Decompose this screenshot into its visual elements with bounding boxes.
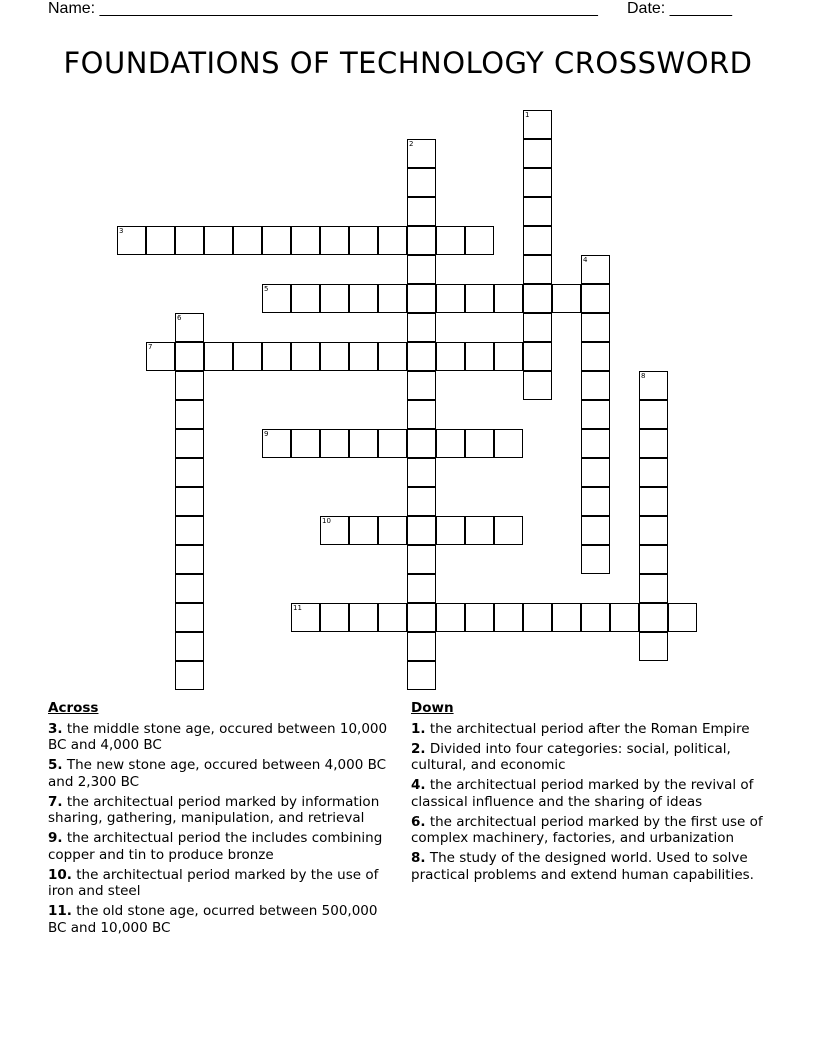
grid-cell[interactable] <box>407 342 436 371</box>
clue-text: the old stone age, ocurred between 500,000 BC and 10,000 BC <box>48 903 378 936</box>
down-clue-list <box>411 721 771 884</box>
clue-number: 4. <box>411 777 426 793</box>
grid-cell[interactable] <box>639 429 668 458</box>
grid-cell[interactable] <box>639 603 668 632</box>
grid-cell[interactable] <box>407 197 436 226</box>
grid-cell[interactable] <box>407 313 436 342</box>
grid-cell[interactable] <box>407 429 436 458</box>
cell-number: 9 <box>264 430 269 438</box>
cell-number: 10 <box>322 517 331 525</box>
clue-text: the architectual period marked by the use of iron and steel <box>48 866 379 899</box>
grid-cell[interactable] <box>407 516 436 545</box>
grid-cell[interactable] <box>175 574 204 603</box>
across-clue <box>48 721 400 754</box>
clue-number: 10. <box>48 866 72 883</box>
grid-cell[interactable] <box>320 429 349 458</box>
across-clue <box>48 830 400 863</box>
clue-number: 5. <box>48 757 63 773</box>
name-field: Name: ________________________________________________________ <box>48 0 598 17</box>
grid-cell[interactable] <box>465 429 494 458</box>
grid-cell[interactable] <box>291 226 320 255</box>
grid-cell[interactable] <box>639 400 668 429</box>
grid-cell[interactable] <box>494 516 523 545</box>
cell-number: 7 <box>148 343 153 351</box>
grid-cell[interactable] <box>175 458 204 487</box>
grid-cell[interactable] <box>465 342 494 371</box>
clue-number: 8. <box>411 850 426 866</box>
grid-cell[interactable] <box>320 342 349 371</box>
grid-cell[interactable] <box>494 342 523 371</box>
grid-cell[interactable] <box>407 603 436 632</box>
grid-cell[interactable] <box>407 574 436 603</box>
down-clue <box>411 850 771 883</box>
grid-cell[interactable] <box>378 284 407 313</box>
grid-cell[interactable] <box>552 603 581 632</box>
grid-cell[interactable] <box>436 429 465 458</box>
grid-cell[interactable] <box>262 226 291 255</box>
clue-number: 7. <box>48 793 63 810</box>
cell-number: 4 <box>583 256 588 264</box>
grid-cell[interactable] <box>581 255 610 284</box>
grid-cell[interactable] <box>523 197 552 226</box>
cell-number: 1 <box>525 111 530 119</box>
grid-cell[interactable] <box>581 487 610 516</box>
grid-cell[interactable] <box>523 603 552 632</box>
down-clue <box>411 777 771 810</box>
grid-cell[interactable] <box>581 545 610 574</box>
cell-number: 6 <box>177 314 182 322</box>
grid-cell[interactable] <box>639 545 668 574</box>
grid-cell[interactable] <box>175 342 204 371</box>
clue-text: the middle stone age, occured between 10,000 BC and 4,000 BC <box>48 720 388 753</box>
grid-cell[interactable] <box>407 487 436 516</box>
grid-cell[interactable] <box>262 284 291 313</box>
clue-text: The study of the designed world. Used to solve practical problems and extend human capabilities. <box>411 850 754 883</box>
grid-cell[interactable] <box>407 168 436 197</box>
clue-text: The new stone age, occured between 4,000 BC and 2,300 BC <box>48 757 387 790</box>
down-clue <box>411 721 771 738</box>
grid-cell[interactable] <box>378 342 407 371</box>
clue-number: 11. <box>48 903 72 919</box>
grid-cell[interactable] <box>378 516 407 545</box>
grid-cell[interactable] <box>349 226 378 255</box>
grid-cell[interactable] <box>175 661 204 690</box>
grid-cell[interactable] <box>581 313 610 342</box>
clue-number: 3. <box>48 720 63 737</box>
across-clue <box>48 757 400 790</box>
grid-cell[interactable] <box>436 603 465 632</box>
grid-cell[interactable] <box>320 226 349 255</box>
clue-text: the architectual period marked by the revival of classical influence and the sharing of ideas <box>411 777 754 810</box>
date-field: Date: _______ <box>627 0 732 17</box>
across-clue <box>48 794 400 827</box>
clue-text: the architectual period marked by the first use of complex machinery, factories, and urbanization <box>411 813 763 846</box>
grid-cell[interactable] <box>552 284 581 313</box>
cell-number: 3 <box>119 227 124 235</box>
grid-cell[interactable] <box>523 255 552 284</box>
grid-cell[interactable] <box>204 226 233 255</box>
grid-cell[interactable] <box>465 226 494 255</box>
grid-cell[interactable] <box>494 284 523 313</box>
grid-cell[interactable] <box>175 226 204 255</box>
grid-cell[interactable] <box>349 516 378 545</box>
grid-cell[interactable] <box>291 429 320 458</box>
grid-cell[interactable] <box>407 139 436 168</box>
grid-cell[interactable] <box>523 284 552 313</box>
clue-text: Divided into four categories: social, political, cultural, and economic <box>411 740 731 773</box>
grid-cell[interactable] <box>523 168 552 197</box>
grid-cell[interactable] <box>233 342 262 371</box>
grid-cell[interactable] <box>320 516 349 545</box>
grid-cell[interactable] <box>581 342 610 371</box>
grid-cell[interactable] <box>581 516 610 545</box>
grid-cell[interactable] <box>407 545 436 574</box>
grid-cell[interactable] <box>146 226 175 255</box>
grid-cell[interactable] <box>581 429 610 458</box>
grid-cell[interactable] <box>581 284 610 313</box>
grid-cell[interactable] <box>523 342 552 371</box>
cell-number: 8 <box>641 372 646 380</box>
grid-cell[interactable] <box>407 632 436 661</box>
grid-cell[interactable] <box>523 139 552 168</box>
grid-cell[interactable] <box>610 603 639 632</box>
grid-cell[interactable] <box>494 603 523 632</box>
grid-cell[interactable] <box>320 284 349 313</box>
grid-cell[interactable] <box>581 458 610 487</box>
cell-number: 5 <box>264 285 269 293</box>
grid-cell[interactable] <box>378 603 407 632</box>
grid-cell[interactable] <box>233 226 262 255</box>
grid-cell[interactable] <box>175 313 204 342</box>
grid-cell[interactable] <box>581 400 610 429</box>
grid-cell[interactable] <box>407 284 436 313</box>
clue-number: 2. <box>411 740 426 757</box>
down-clue <box>411 741 771 774</box>
grid-cell[interactable] <box>204 342 233 371</box>
grid-cell[interactable] <box>349 603 378 632</box>
grid-cell[interactable] <box>639 458 668 487</box>
grid-cell[interactable] <box>465 603 494 632</box>
grid-cell[interactable] <box>639 487 668 516</box>
grid-cell[interactable] <box>639 632 668 661</box>
across-clue <box>48 867 400 900</box>
grid-cell[interactable] <box>407 371 436 400</box>
grid-cell[interactable] <box>175 516 204 545</box>
grid-cell[interactable] <box>523 313 552 342</box>
across-clue <box>48 903 400 936</box>
clue-number: 1. <box>411 720 426 737</box>
grid-cell[interactable] <box>320 603 349 632</box>
grid-cell[interactable] <box>436 342 465 371</box>
grid-cell[interactable] <box>175 632 204 661</box>
grid-cell[interactable] <box>407 661 436 690</box>
cell-number: 2 <box>409 140 414 148</box>
grid-cell[interactable] <box>175 400 204 429</box>
grid-cell[interactable] <box>291 284 320 313</box>
grid-cell[interactable] <box>349 342 378 371</box>
grid-cell[interactable] <box>175 487 204 516</box>
grid-cell[interactable] <box>523 226 552 255</box>
down-heading: Down <box>411 700 454 716</box>
grid-cell[interactable] <box>668 603 697 632</box>
grid-cell[interactable] <box>465 516 494 545</box>
grid-cell[interactable] <box>262 342 291 371</box>
grid-cell[interactable] <box>465 284 494 313</box>
grid-cell[interactable] <box>378 429 407 458</box>
grid-cell[interactable] <box>349 429 378 458</box>
grid-cell[interactable] <box>407 458 436 487</box>
clue-text: the architectual period the includes combining copper and tin to produce bronze <box>48 830 383 863</box>
page-title: FOUNDATIONS OF TECHNOLOGY CROSSWORD <box>63 46 753 80</box>
grid-cell[interactable] <box>523 371 552 400</box>
grid-cell[interactable] <box>349 284 378 313</box>
grid-cell[interactable] <box>175 371 204 400</box>
clue-number: 6. <box>411 813 426 830</box>
clue-text: the architectual period after the Roman Empire <box>425 720 750 737</box>
grid-cell[interactable] <box>175 603 204 632</box>
grid-cell[interactable] <box>436 516 465 545</box>
across-clues <box>48 700 400 940</box>
grid-cell[interactable] <box>407 226 436 255</box>
across-clue-list <box>48 721 400 937</box>
down-clue <box>411 814 771 847</box>
grid-cell[interactable] <box>639 371 668 400</box>
grid-cell[interactable] <box>581 371 610 400</box>
down-clues <box>411 700 771 887</box>
cell-number: 11 <box>293 604 302 612</box>
grid-cell[interactable] <box>117 226 146 255</box>
clue-number: 9. <box>48 830 63 846</box>
grid-cell[interactable] <box>639 574 668 603</box>
grid-cell[interactable] <box>175 429 204 458</box>
grid-cell[interactable] <box>407 400 436 429</box>
grid-cell[interactable] <box>291 603 320 632</box>
grid-cell[interactable] <box>639 516 668 545</box>
grid-cell[interactable] <box>581 603 610 632</box>
grid-cell[interactable] <box>436 284 465 313</box>
grid-cell[interactable] <box>146 342 175 371</box>
across-heading: Across <box>48 700 99 716</box>
grid-cell[interactable] <box>378 226 407 255</box>
grid-cell[interactable] <box>407 255 436 284</box>
grid-cell[interactable] <box>262 429 291 458</box>
grid-cell[interactable] <box>523 110 552 139</box>
grid-cell[interactable] <box>291 342 320 371</box>
clue-text: the architectual period marked by information sharing, gathering, manipulation, and retrieval <box>48 793 380 826</box>
grid-cell[interactable] <box>494 429 523 458</box>
grid-cell[interactable] <box>436 226 465 255</box>
grid-cell[interactable] <box>175 545 204 574</box>
